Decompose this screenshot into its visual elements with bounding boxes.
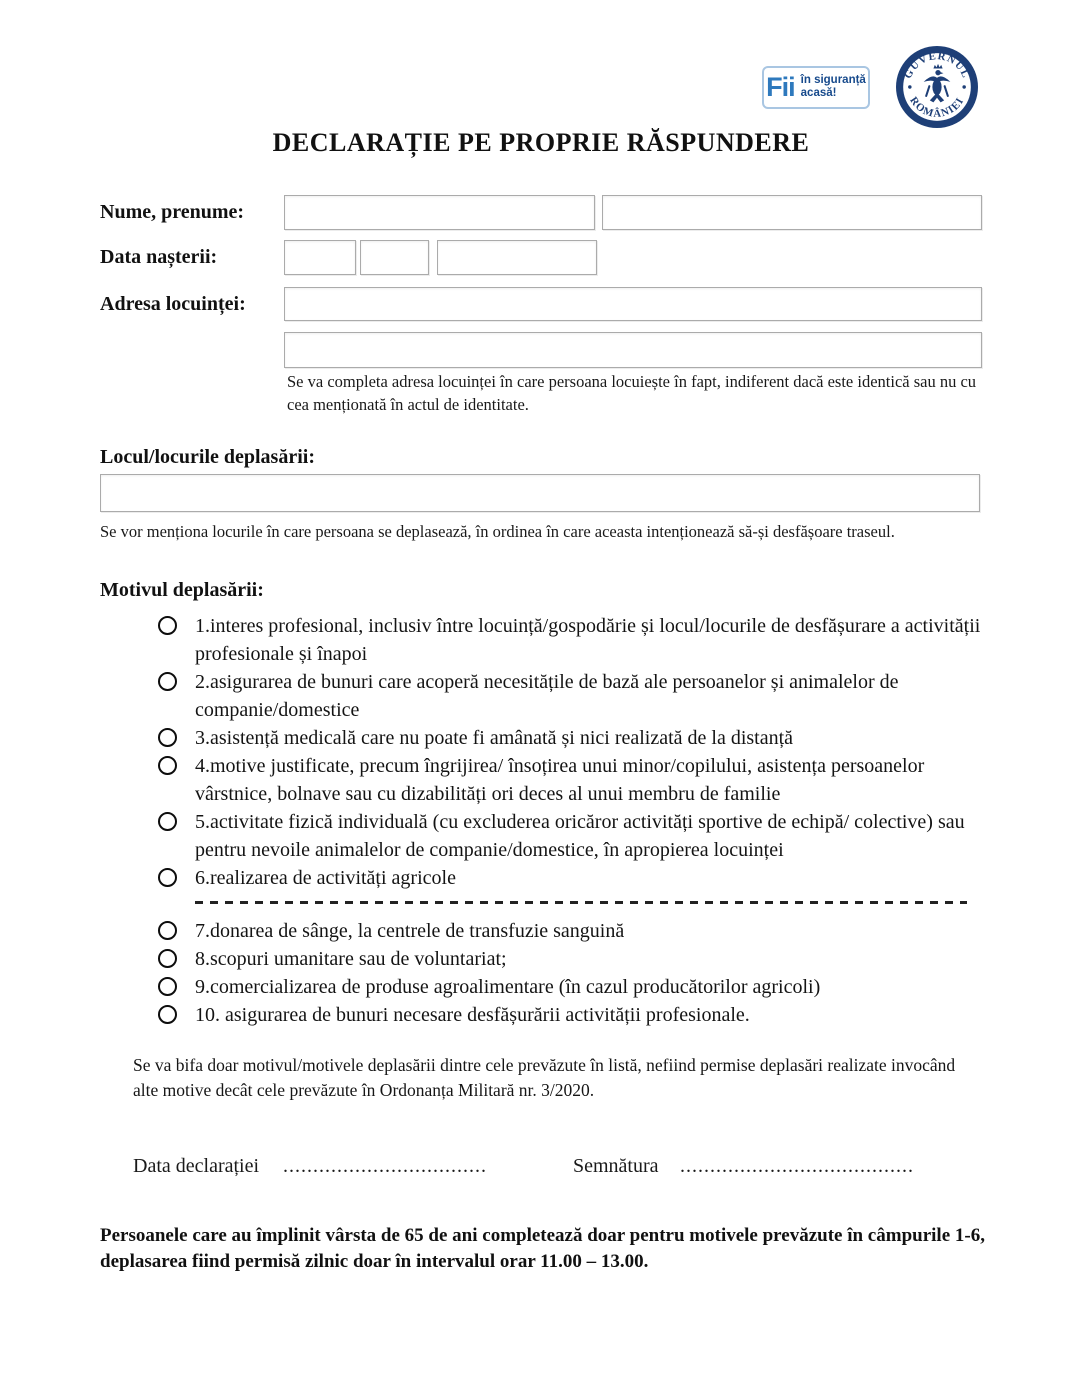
footer-age-restriction-note: Persoanele care au împlinit vârsta de 65 de ani completează doar pentru motivele prevăzute în câmpurile 1-6, deplasarea fiind permisă zilnic doar în intervalul orar 11.00 – 13.00. [100,1225,985,1272]
last-name-input[interactable] [284,195,595,230]
reason-label-7: 7.donarea de sânge, la centrele de transfuzie sanguină [195,920,625,942]
reason-radio-8[interactable] [158,949,177,968]
reason-radio-10[interactable] [158,1005,177,1024]
fii-logo-line1: în siguranță [800,73,866,86]
government-of-romania-emblem [896,46,978,128]
address-input-line2[interactable] [284,332,982,368]
reason-item-5 [158,808,988,864]
birth-year-input[interactable] [437,240,597,275]
route-section-heading: Locul/locurile deplasării: [100,446,315,468]
reason-item-7 [158,917,988,945]
fii-logo-subtext [801,74,866,100]
page-title: DECLARAȚIE PE PROPRIE RĂSPUNDERE [272,128,810,157]
declaration-date-label: Data declarației [133,1155,260,1177]
reason-radio-7[interactable] [158,921,177,940]
reason-radio-5[interactable] [158,812,177,831]
reason-item-10 [158,1001,988,1029]
reason-label-9: 9.comercializarea de produse agroalimentare (în cazul producătorilor agricoli) [195,976,821,998]
route-note: Se vor menționa locurile în care persoana se deplasează, în ordinea în care aceasta intenționează să-și desfășoare traseul. [100,522,895,541]
reason-label-5: 5.activitate fizică individuală (cu excluderea oricăror activități sportive de echipă/ colective) sau pentru nevoile animalelor de companie/domestice, în apropierea locuinței [195,811,965,861]
reason-radio-1[interactable] [158,616,177,635]
reason-radio-6[interactable] [158,868,177,887]
name-label: Nume, prenume: [100,201,245,223]
reason-label-10: 10. asigurarea de bunuri necesare desfășurării activității profesionale. [195,1004,750,1026]
address-field-row-2 [284,332,982,368]
header-logos [762,46,978,128]
reason-item-9 [158,973,988,1001]
reason-item-8 [158,945,988,973]
reason-label-2: 2.asigurarea de bunuri care acoperă necesitățile de bază ale persoanelor și animalelor de companie/domestice [195,671,899,721]
emblem-text-bottom: ROMÂNIEI [907,94,967,120]
reason-item-1 [158,612,988,668]
signature-label: Semnătura [573,1155,659,1177]
birth-month-input[interactable] [360,240,429,275]
birthdate-field-row [100,240,597,275]
emblem-text-top: GUVERNUL [901,50,973,81]
signature-row [133,1155,953,1183]
reason-label-6: 6.realizarea de activități agricole [195,867,456,889]
address-note: Se va completa adresa locuinței în care persoana locuiește în fapt, indiferent dacă este identică sau nu cu cea menționată în actul de identitate. [287,372,977,414]
reasons-note: Se va bifa doar motivul/motivele deplasării dintre cele prevăzute în listă, nefiind permise deplasări realizate invocând alte motive decât cele prevăzute în Ordonanța Militară nr. 3/2020. [133,1055,956,1100]
reason-radio-3[interactable] [158,728,177,747]
address-input-line1[interactable] [284,287,982,321]
first-name-input[interactable] [602,195,982,230]
reasons-section-heading: Motivul deplasării: [100,579,264,601]
fii-logo-line2: acasă! [800,87,837,99]
fii-in-siguranta-acasa-logo [762,66,870,109]
reason-radio-2[interactable] [158,672,177,691]
route-input[interactable] [100,474,980,512]
reason-item-6 [158,864,988,892]
name-field-row [100,195,982,230]
signature-dotted-line[interactable]: ....................................... [680,1155,914,1177]
fii-logo-text: Fii [766,71,795,102]
reason-label-1: 1.interes profesional, inclusiv între locuință/gospodărie și locul/locurile de desfășurare a activității profesionale și înapoi [195,615,981,665]
reasons-list [158,612,988,1029]
reason-label-8: 8.scopuri umanitare sau de voluntariat; [195,948,507,970]
birth-day-input[interactable] [284,240,356,275]
address-label: Adresa locuinței: [100,293,246,315]
reason-radio-4[interactable] [158,756,177,775]
reason-item-2 [158,668,988,724]
address-field-row [100,287,982,322]
dashed-divider [195,901,967,904]
reason-label-4: 4.motive justificate, precum îngrijirea/ însoțirea unui minor/copilului, asistența persoanelor vârstnice, bolnave sau cu dizabilități ori deces al unui membru de familie [195,755,925,805]
declaration-date-dotted-line[interactable]: .................................. [283,1155,487,1177]
reason-item-4 [158,752,988,808]
reason-item-3 [158,724,988,752]
birthdate-label: Data nașterii: [100,246,218,268]
reason-label-3: 3.asistență medicală care nu poate fi amânată și nici realizată de la distanță [195,727,794,749]
reason-radio-9[interactable] [158,977,177,996]
